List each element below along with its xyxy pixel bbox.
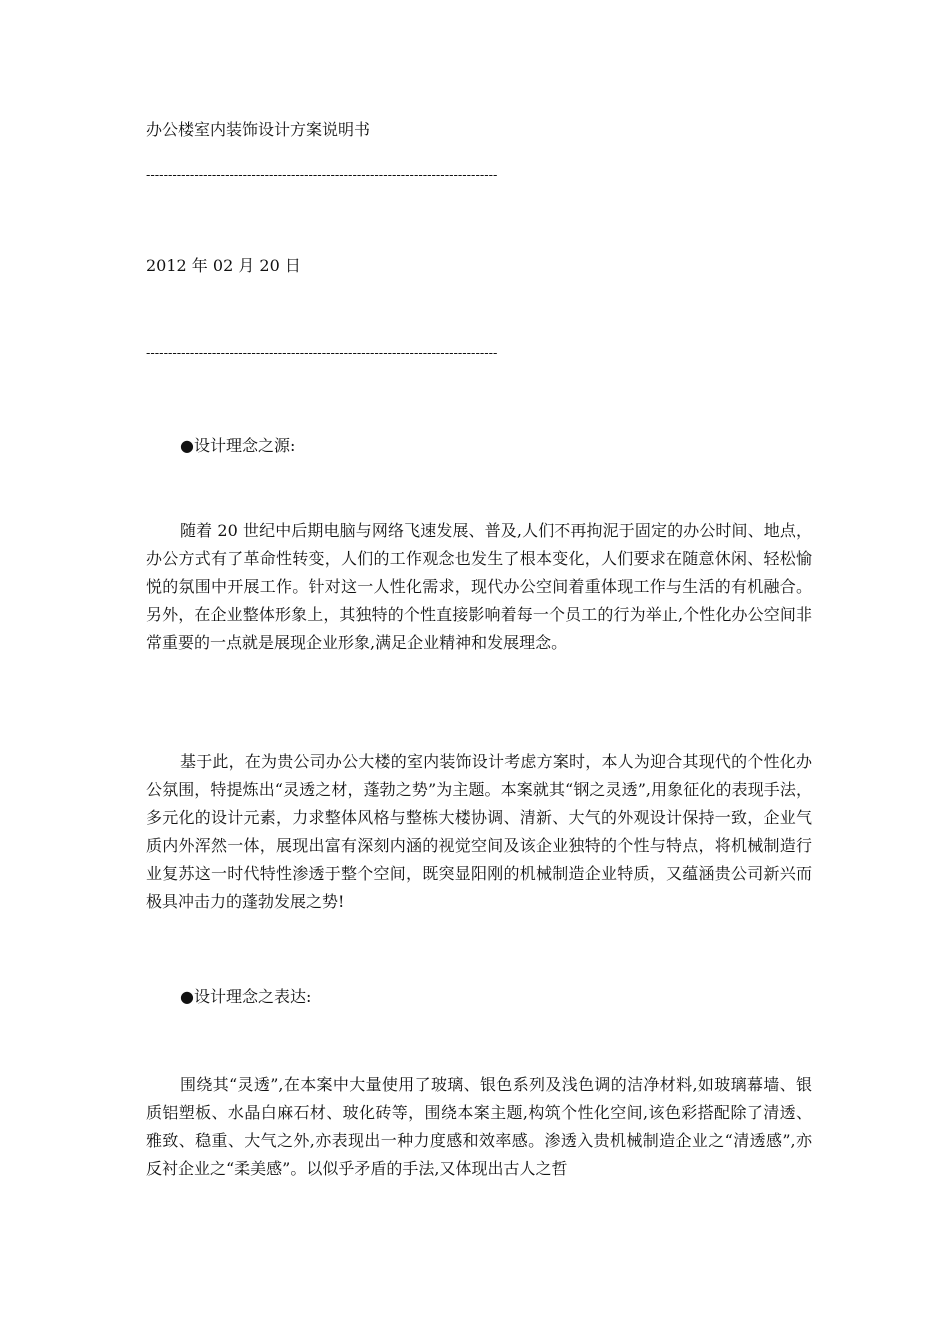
divider-line: -------------------------------------------------------------------------------- bbox=[146, 168, 498, 183]
section-heading-source: ●设计理念之源: bbox=[180, 436, 296, 455]
divider-line: -------------------------------------------------------------------------------- bbox=[146, 346, 498, 361]
document-title: 办公楼室内装饰设计方案说明书 bbox=[146, 120, 371, 139]
paragraph: 随着 20 世纪中后期电脑与网络飞速发展、普及,人们不再拘泥于固定的办公时间、地点，办公方式有了革命性转变，人们的工作观念也发生了根本变化，人们要求在随意休闲、轻松愉悦的氛围中开展工作。针对这一人性化需求，现代办公空间着重体现工作与生活的有机融合。另外，在企业整体形象上，其独特的个性直接影响着每一个员工的行为举止,个性化办公空间非常重要的一点就是展现企业形象,满足企业精神和发展理念。 bbox=[146, 521, 812, 652]
document-date: 2012 年 02 月 20 日 bbox=[146, 256, 301, 275]
section-heading-expression: ●设计理念之表达: bbox=[180, 987, 312, 1006]
paragraph: 围绕其“灵透”,在本案中大量使用了玻璃、银色系列及浅色调的洁净材料,如玻璃幕墙、银质铝塑板、水晶白麻石材、玻化砖等，围绕本案主题,构筑个性化空间,该色彩搭配除了清透、雅致、稳重、大气之外,亦表现出一种力度感和效率感。渗透入贵机械制造企业之“清透感”,亦反衬企业之“柔美感”。以似乎矛盾的手法,又体现出古人之哲 bbox=[146, 1075, 812, 1178]
paragraph: 基于此，在为贵公司办公大楼的室内装饰设计考虑方案时，本人为迎合其现代的个性化办公氛围，特提炼出“灵透之材，蓬勃之势”为主题。本案就其“钢之灵透”,用象征化的表现手法，多元化的设计元素，力求整体风格与整栋大楼协调、清新、大气的外观设计保持一致，企业气质内外浑然一体，展现出富有深刻内涵的视觉空间及该企业独特的个性与特点，将机械制造行业复苏这一时代特性渗透于整个空间，既突显阳刚的机械制造企业特质，又蕴涵贵公司新兴而极具冲击力的蓬勃发展之势! bbox=[146, 752, 812, 911]
